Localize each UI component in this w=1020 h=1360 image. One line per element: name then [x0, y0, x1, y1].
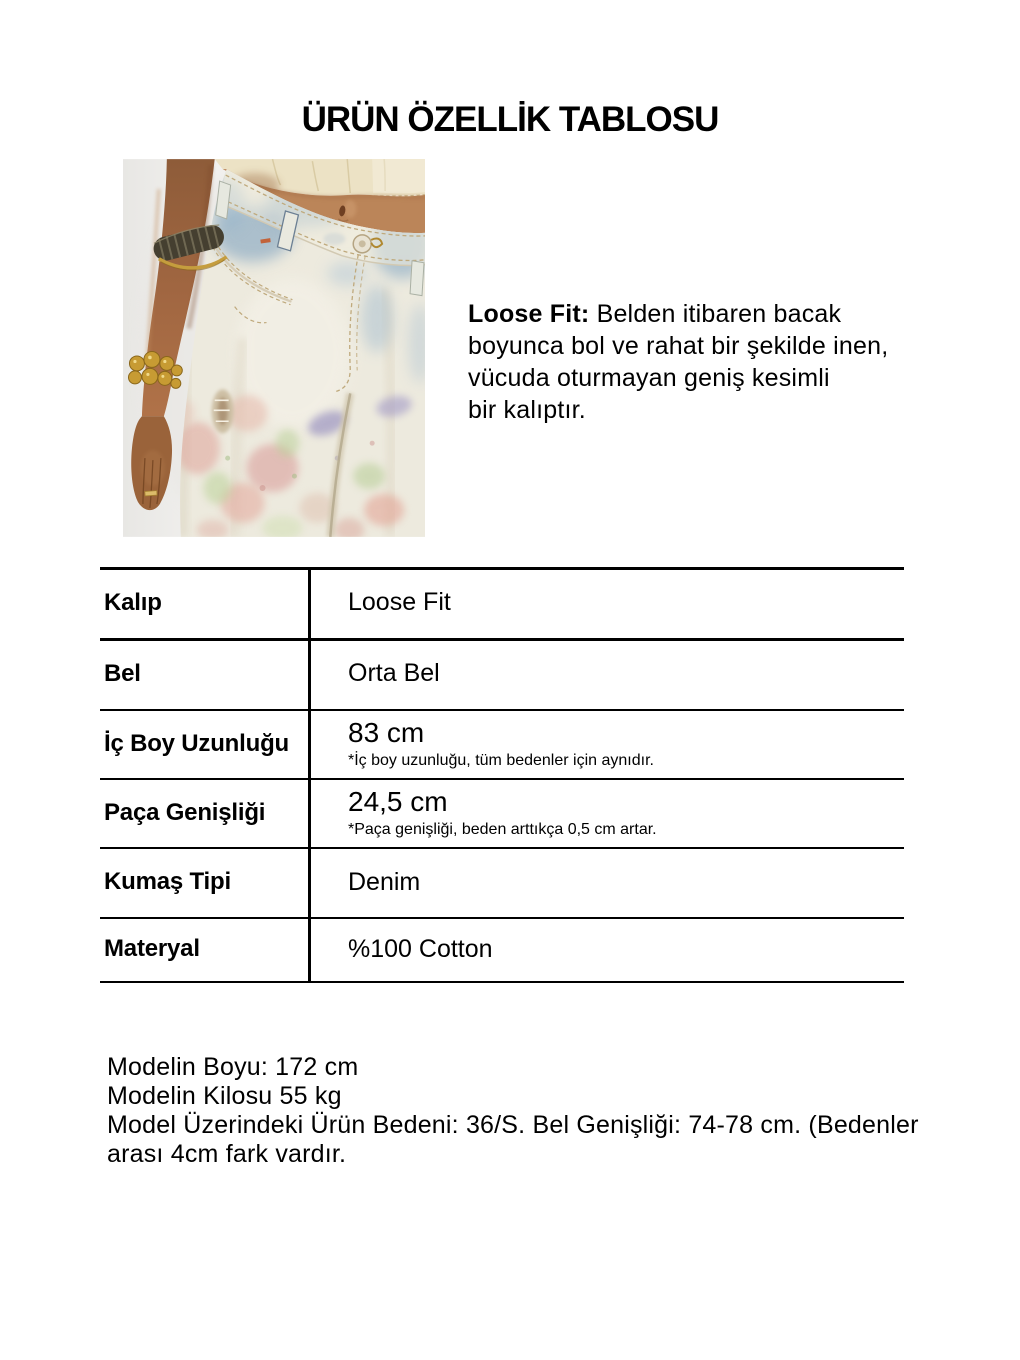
spec-value-cell: [348, 778, 904, 847]
spec-value-cell: [348, 847, 904, 917]
spec-note: *İç boy uzunluğu, tüm bedenler için aynıdır.: [348, 752, 654, 769]
spec-row-materyal: [100, 917, 904, 981]
model-info-line: Modelin Kilosu 55 kg: [107, 1082, 342, 1110]
model-info: [107, 1053, 967, 1169]
fit-term: Loose Fit:: [468, 300, 590, 328]
spec-value: Orta Bel: [348, 659, 440, 687]
spec-label: İç Boy Uzunluğu: [104, 729, 289, 757]
spec-row-paca: [100, 778, 904, 847]
fit-description-line: boyunca bol ve rahat bir şekilde inen,: [468, 332, 889, 360]
spec-row-kalip: [100, 567, 904, 638]
spec-label: Paça Genişliği: [104, 798, 266, 826]
fit-description-line: vücuda oturmayan geniş kesimli: [468, 364, 830, 392]
spec-value: %100 Cotton: [348, 934, 493, 963]
belt-loop: [410, 261, 424, 296]
model-jeans-illustration: [123, 159, 425, 537]
spec-row-kumas: [100, 847, 904, 917]
spec-row-ic-boy: [100, 709, 904, 778]
spec-label: Kumaş Tipi: [104, 868, 231, 895]
spec-row-bel: [100, 638, 904, 709]
product-photo: [123, 159, 425, 537]
table-line: [100, 981, 904, 983]
spec-value: Loose Fit: [348, 588, 451, 616]
spec-note: *Paça genişliği, beden arttıkça 0,5 cm artar.: [348, 821, 657, 838]
model-info-line: arası 4cm fark vardır.: [107, 1140, 347, 1168]
fit-description-line: [468, 298, 888, 330]
spec-value: 83 cm: [348, 717, 425, 748]
spec-value: 24,5 cm: [348, 786, 448, 817]
spec-value-cell: [348, 709, 904, 778]
fit-description: [468, 298, 888, 426]
spec-label: Bel: [104, 659, 141, 687]
spec-table: [100, 567, 904, 983]
page-title: ÜRÜN ÖZELLİK TABLOSU: [301, 100, 719, 139]
spec-label: Materyal: [104, 935, 200, 962]
ring: [145, 491, 157, 496]
spec-label: Kalıp: [104, 588, 162, 616]
spec-value-cell: [348, 917, 904, 981]
model-info-line: Modelin Boyu: 172 cm: [107, 1053, 359, 1081]
spec-value-cell: [348, 638, 904, 709]
spec-value: Denim: [348, 867, 421, 896]
fit-text: Belden itibaren bacak: [589, 300, 842, 328]
distressed-hole: [212, 389, 234, 433]
model-info-line: Model Üzerindeki Ürün Bedeni: 36/S. Bel Genişliği: 74-78 cm. (Bedenler: [107, 1111, 919, 1139]
spec-value-cell: [348, 567, 904, 638]
fit-description-line: bir kalıptır.: [468, 396, 586, 424]
